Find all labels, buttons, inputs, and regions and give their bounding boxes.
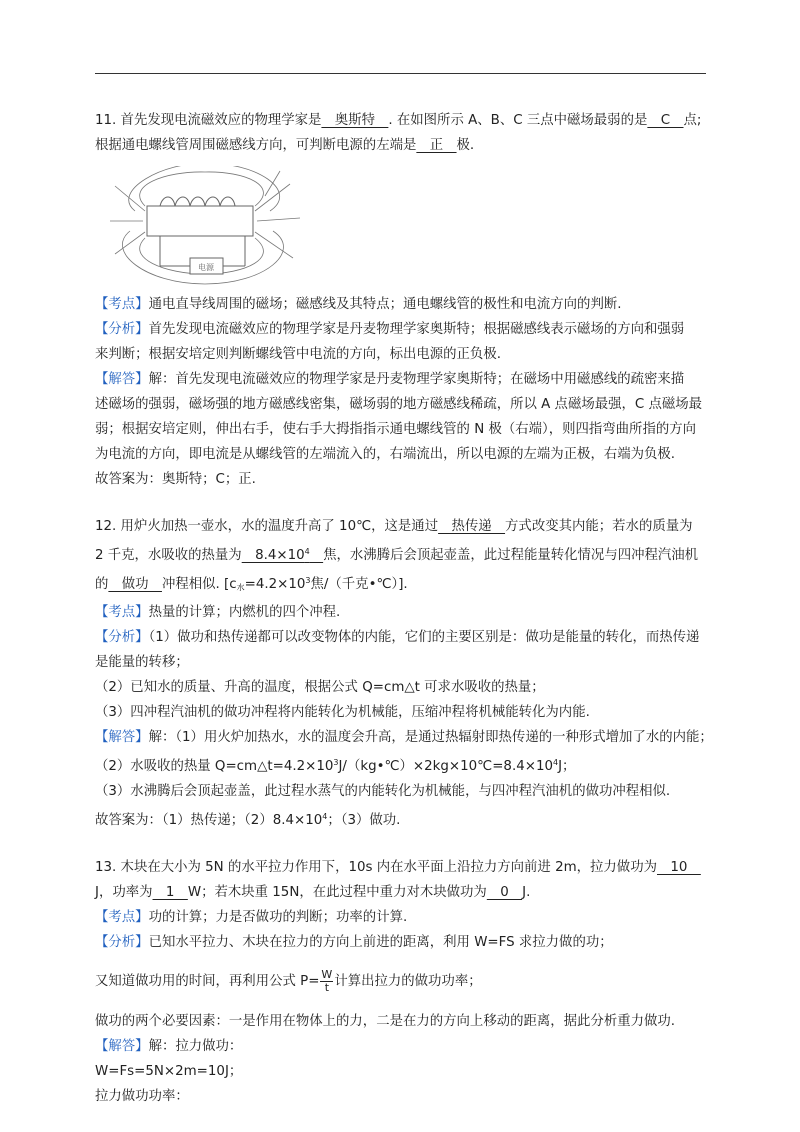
answer-blank: C	[647, 113, 684, 128]
q12-stem-line-1: 12. 用炉火加热一壶水，水的温度升高了 10℃，这是通过 热传递 方式改变其内能；若水的质量为	[95, 519, 693, 534]
q13-stem-line-1: 13. 木块在大小为 5N 的水平拉力作用下，10s 内在水平面上沿拉力方向前进 2m，拉力做功为 10	[95, 860, 701, 875]
q11-jieda-3: 弱；根据安培定则，伸出右手，使右手大拇指指示通电螺线管的 N 极（右端），则四指弯曲所指的方向	[95, 422, 697, 437]
q12-fenxi-3: （2）已知水的质量、升高的温度，根据公式 Q=cm△t 可求水吸收的热量；	[95, 680, 545, 695]
q12-jieda-3: （3）水沸腾后会顶起壶盖，此过程水蒸气的内能转化为机械能，与四冲程汽油机的做功冲程相似.	[95, 784, 671, 799]
answer-blank: 0	[486, 885, 523, 900]
q12-jieda-2: （2）水吸收的热量 $Q=cm\triangle t=4.2\times 10^3J/(kg•℃)\times 2kg\times 10℃=8.4\times 10^4J$；	[95, 758, 576, 774]
question-11	[95, 108, 707, 492]
q13-fenxi-3: 做功的两个必要因素：一是作用在物体上的力，二是在力的方向上移动的距离，据此分析重力做功.	[95, 1014, 676, 1029]
q13-stem-line-2: J，功率为 1 W；若木块重 15N，在此过程中重力对木块做功为 0 J.	[95, 885, 531, 900]
q12-fenxi-1: 【分析】（1）做功和热传递都可以改变物体的内能，它们的主要区别是：做功是能量的转化，而热传递	[95, 630, 700, 645]
q11-jieda-1: 【解答】解：首先发现电流磁效应的物理学家是丹麦物理学家奥斯特；在磁场中用磁感线的疏密来描	[95, 372, 685, 387]
solenoid-diagram	[105, 166, 305, 286]
answer-blank: 1	[152, 885, 188, 900]
q12-kaodian: 【考点】热量的计算；内燃机的四个冲程.	[95, 605, 341, 620]
q13-kaodian: 【考点】功的计算；力是否做功的判断；功率的计算.	[95, 910, 408, 925]
power-source-label: 电源	[198, 263, 214, 272]
q12-stem-line-2: 2 千克，水吸收的热量为 $8.4\times 10^4$ 焦，水沸腾后会顶起壶盖，此过程能量转化情况与四冲程汽油机	[95, 547, 699, 563]
page-content	[95, 108, 713, 1109]
answer-blank: 热传递	[438, 519, 506, 534]
q12-fenxi-2: 是能量的转移；	[95, 655, 189, 670]
q12-fenxi-4: （3）四冲程汽油机的做功冲程将内能转化为机械能，压缩冲程将机械能转化为内能.	[95, 705, 590, 720]
answer-blank: 10	[656, 860, 701, 875]
power-formula-fraction: $\frac{W}{t}$	[321, 967, 333, 994]
question-13	[95, 855, 707, 1109]
answer-blank: 正	[416, 138, 457, 153]
q13-jieda-3: 拉力做功功率：	[95, 1089, 189, 1104]
q13-fenxi-1: 【分析】已知水平拉力、木块在拉力的方向上前进的距离，利用 W=FS 求拉力做的功；	[95, 935, 613, 950]
q11-answer: 故答案为：奥斯特；C；正.	[95, 472, 256, 487]
q11-fenxi-2: 来判断；根据安培定则判断螺线管中电流的方向，标出电源的正负极.	[95, 347, 501, 362]
q11-stem-line-2: 根据通电螺线管周围磁感线方向，可判断电源的左端是 正 极.	[95, 138, 475, 153]
answer-blank: 做功	[108, 577, 162, 592]
question-12	[95, 514, 713, 833]
q13-jieda-1: 【解答】解：拉力做功：	[95, 1039, 243, 1054]
q12-stem-line-3: 的 做功 冲程相似. [$c_水=4.2\times 10^3$焦/（千克•℃）].	[95, 576, 408, 592]
q11-jieda-4: 为电流的方向，即电流是从螺线管的左端流入的，右端流出，所以电源的左端为正极，右端为负极.	[95, 447, 676, 462]
q12-answer: 故答案为：（1）热传递；$(2)8.4\times 10^4$；（3）做功.	[95, 812, 401, 828]
q11-fenxi-1: 【分析】首先发现电流磁效应的物理学家是丹麦物理学家奥斯特；根据磁感线表示磁场的方向和强弱	[95, 322, 685, 337]
q13-jieda-2: W=Fs=5N×2m=10J；	[95, 1064, 243, 1079]
header-rule	[95, 73, 706, 74]
answer-blank: 奥斯特	[321, 113, 389, 128]
q11-jieda-2: 述磁场的强弱，磁场强的地方磁感线密集，磁场弱的地方磁感线稀疏，所以 A 点磁场最强，C 点磁场最	[95, 397, 703, 412]
q13-fenxi-2: 又知道做功用的时间，再利用公式 P= $\frac{W}{t}$ 计算出拉力的做功功率；	[95, 967, 482, 994]
q12-jieda-1: 【解答】解：（1）用火炉加热水，水的温度会升高，是通过热辐射即热传递的一种形式增加了水的内能；	[95, 730, 713, 745]
q11-stem-line-1: 11. 首先发现电流磁效应的物理学家是 奥斯特 . 在如图所示 A、B、C 三点中磁场最弱的是 C 点;	[95, 113, 702, 128]
solenoid-figure	[105, 166, 305, 286]
q11-kaodian: 【考点】通电直导线周围的磁场；磁感线及其特点；通电螺线管的极性和电流方向的判断.	[95, 297, 622, 312]
answer-blank: $8.4\times 10^4$	[241, 547, 310, 563]
